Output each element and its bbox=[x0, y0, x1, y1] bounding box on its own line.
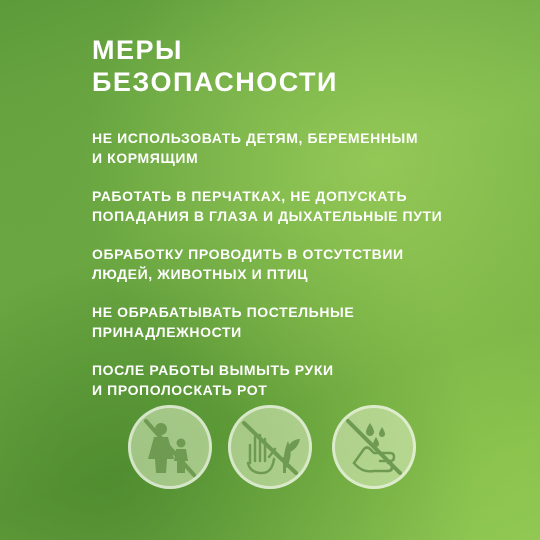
rule-line: И КОРМЯЩИМ bbox=[92, 150, 199, 166]
title-line-2: БЕЗОПАСНОСТИ bbox=[92, 67, 338, 97]
no-children-pregnant-icon bbox=[128, 405, 212, 489]
rule-line: ЛЮДЕЙ, ЖИВОТНЫХ И ПТИЦ bbox=[92, 266, 309, 282]
wash-hands-icon bbox=[332, 405, 416, 489]
rule-line: ПОПАДАНИЯ В ГЛАЗА И ДЫХАТЕЛЬНЫЕ ПУТИ bbox=[92, 208, 443, 224]
safety-icons-row bbox=[0, 405, 540, 495]
safety-rules-list bbox=[92, 128, 512, 418]
page-title bbox=[92, 34, 338, 98]
title-line-1: МЕРЫ bbox=[92, 35, 183, 65]
rule-line: НЕ ИСПОЛЬЗОВАТЬ ДЕТЯМ, БЕРЕМЕННЫМ bbox=[92, 130, 419, 146]
list-item bbox=[92, 360, 512, 400]
rule-line: И ПРОПОЛОСКАТЬ РОТ bbox=[92, 382, 268, 398]
rule-line: РАБОТАТЬ В ПЕРЧАТКАХ, НЕ ДОПУСКАТЬ bbox=[92, 188, 408, 204]
rule-line: ПРИНАДЛЕЖНОСТИ bbox=[92, 324, 242, 340]
list-item bbox=[92, 128, 512, 168]
no-touch-plants-icon bbox=[228, 405, 312, 489]
rule-line: ПОСЛЕ РАБОТЫ ВЫМЫТЬ РУКИ bbox=[92, 362, 334, 378]
list-item bbox=[92, 302, 512, 342]
list-item bbox=[92, 186, 512, 226]
rule-line: НЕ ОБРАБАТЫВАТЬ ПОСТЕЛЬНЫЕ bbox=[92, 304, 355, 320]
rule-line: ОБРАБОТКУ ПРОВОДИТЬ В ОТСУТСТВИИ bbox=[92, 246, 404, 262]
list-item bbox=[92, 244, 512, 284]
